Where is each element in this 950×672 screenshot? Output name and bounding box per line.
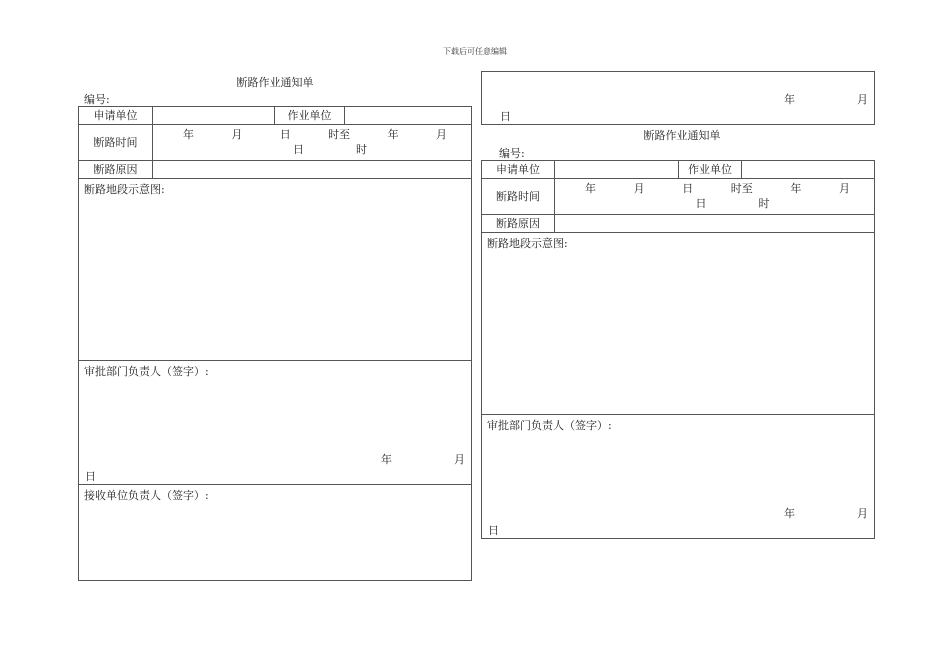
- right-time-year-2: 年: [790, 182, 802, 195]
- right-approver-month: 月: [857, 507, 868, 520]
- right-approver-area[interactable]: [482, 415, 875, 539]
- right-approver-label: 审批部门负责人（签字）:: [487, 419, 612, 432]
- left-receiver-area[interactable]: [79, 485, 472, 581]
- right-time-day-2: 日: [695, 197, 707, 210]
- right-work-unit-label: 作业单位: [679, 161, 742, 179]
- left-time-day-2: 日: [293, 143, 304, 156]
- right-top-year: 年: [784, 93, 795, 106]
- left-time-year-2: 年: [387, 128, 399, 141]
- right-top-day: 日: [500, 110, 511, 123]
- right-approver-day: 日: [488, 524, 499, 537]
- left-applicant-unit-field[interactable]: [153, 107, 275, 125]
- left-time-field[interactable]: [153, 125, 472, 161]
- right-top-month: 月: [857, 93, 868, 106]
- right-time-label: 断路时间: [482, 179, 555, 215]
- right-work-unit-field[interactable]: [742, 161, 875, 179]
- left-form-table: [78, 106, 472, 581]
- right-time-month-2: 月: [838, 182, 850, 195]
- left-time-year-1: 年: [183, 128, 194, 141]
- left-approver-month: 月: [454, 453, 465, 466]
- page-header-note: 下载后可任意编辑: [443, 47, 507, 56]
- left-approver-day: 日: [85, 470, 96, 483]
- left-time-month-1: 月: [231, 128, 243, 141]
- left-work-unit-label: 作业单位: [275, 107, 345, 125]
- left-time-month-2: 月: [435, 128, 447, 141]
- left-diagram-label: 断路地段示意图:: [84, 183, 165, 196]
- left-approver-label: 审批部门负责人（签字）:: [84, 365, 209, 378]
- left-approver-year: 年: [381, 453, 392, 466]
- left-work-unit-field[interactable]: [345, 107, 472, 125]
- right-time-month-1: 月: [633, 182, 645, 195]
- left-reason-label: 断路原因: [79, 161, 153, 179]
- right-number-label: 编号:: [499, 147, 525, 160]
- left-time-day-1: 日: [279, 128, 291, 141]
- left-receiver-label: 接收单位负责人（签字）:: [84, 489, 209, 502]
- right-reason-field[interactable]: [555, 215, 875, 233]
- left-form-title: 断路作业通知单: [236, 76, 314, 89]
- left-applicant-unit-label: 申请单位: [79, 107, 153, 125]
- right-time-day-1: 日: [682, 182, 694, 195]
- left-reason-field[interactable]: [153, 161, 472, 179]
- right-form-title: 断路作业通知单: [643, 129, 721, 142]
- right-time-hour-to: 时至: [730, 182, 753, 195]
- left-time-hour-2: 时: [356, 143, 367, 156]
- right-time-field[interactable]: [555, 179, 875, 215]
- right-top-date-box[interactable]: [481, 71, 875, 125]
- right-form-table: [481, 160, 875, 539]
- right-reason-label: 断路原因: [482, 215, 555, 233]
- left-time-hour-to: 时至: [328, 128, 351, 141]
- right-applicant-unit-field[interactable]: [555, 161, 679, 179]
- right-diagram-label: 断路地段示意图:: [487, 237, 568, 250]
- left-time-label: 断路时间: [79, 125, 153, 161]
- left-diagram-area[interactable]: [79, 179, 472, 361]
- right-time-year-1: 年: [585, 182, 596, 195]
- right-time-hour-2: 时: [758, 197, 770, 210]
- left-number-label: 编号:: [84, 93, 110, 106]
- right-approver-year: 年: [784, 507, 795, 520]
- right-applicant-unit-label: 申请单位: [482, 161, 555, 179]
- right-diagram-area[interactable]: [482, 233, 875, 415]
- left-approver-area[interactable]: [79, 361, 472, 485]
